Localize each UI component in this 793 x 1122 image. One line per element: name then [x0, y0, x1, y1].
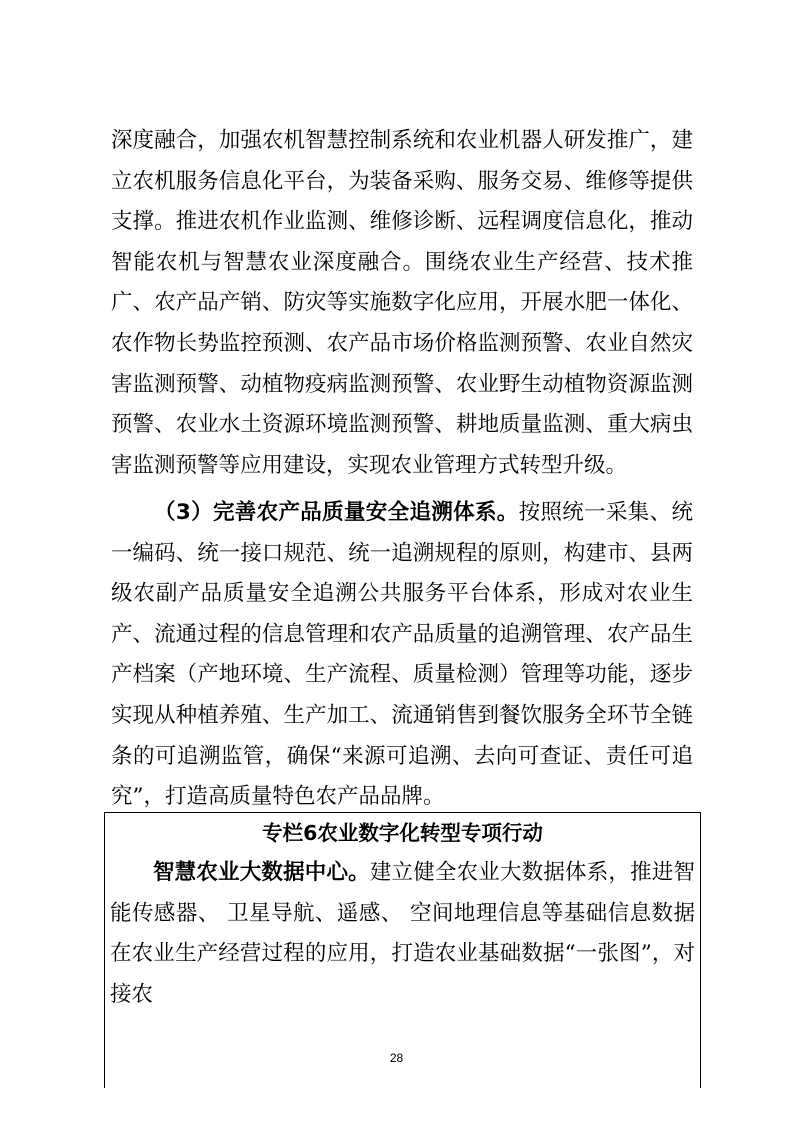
paragraph-text — [111, 493, 693, 818]
paragraph-lead-heading: （3）完善农产品质量安全追溯体系。 — [154, 500, 519, 525]
box-title: 专栏6农业数字化转型专项行动 — [262, 821, 543, 845]
paragraph-text: 深度融合，加强农机智慧控制系统和农业机器人研发推广，建立农机服务信息化平台，为装备采购、服务交易、维修等提供支撑。推进农机作业监测、维修诊断、远程调度信息化，推动智能农机与智慧农业深度融合。围绕农业生产经营、技术推广、农产品产销、防灾等实施数字化应用，开展水肥一体化、农作物长势监控预测、农产品市场价格监测预警、农业自然灾害监测预警、动植物疫病监测预警、农业野生动植物资源监测预警、农业水土资源环境监测预警、耕地质量监测、重大病虫害监测预警等应用建设，实现农业管理方式转型升级。 — [111, 128, 693, 478]
paragraph-traceability — [111, 493, 693, 818]
box-body — [105, 853, 700, 1015]
paragraph-agri-machinery — [111, 121, 693, 486]
box-lead-heading: 智慧农业大数据中心。 — [153, 860, 370, 885]
box-paragraph-body: 建立健全农业大数据体系，推进智能传感器、 卫星导航、遥感、 空间地理信息等基础信息数据在农业生产经营过程的应用，打造农业基础数据“一张图”，对接农 — [110, 860, 695, 1007]
paragraph-body: 按照统一采集、统一编码、统一接口规范、统一追溯规程的原则，构建市、县两级农副产品质量安全追溯公共服务平台体系，形成对农业生产、流通过程的信息管理和农产品质量的追溯管理、农产品生产档案（产地环境、生产流程、质量检测）管理等功能，逐步实现从种植养殖、生产加工、流通销售到餐饮服务全环节全链条的可追溯监管，确保“来源可追溯、去向可查证、责任可追究”，打造高质量特色农产品品牌。 — [111, 500, 693, 810]
box-paragraph — [110, 853, 695, 1015]
special-column-box — [104, 812, 701, 1088]
page-number: 28 — [389, 1051, 404, 1065]
